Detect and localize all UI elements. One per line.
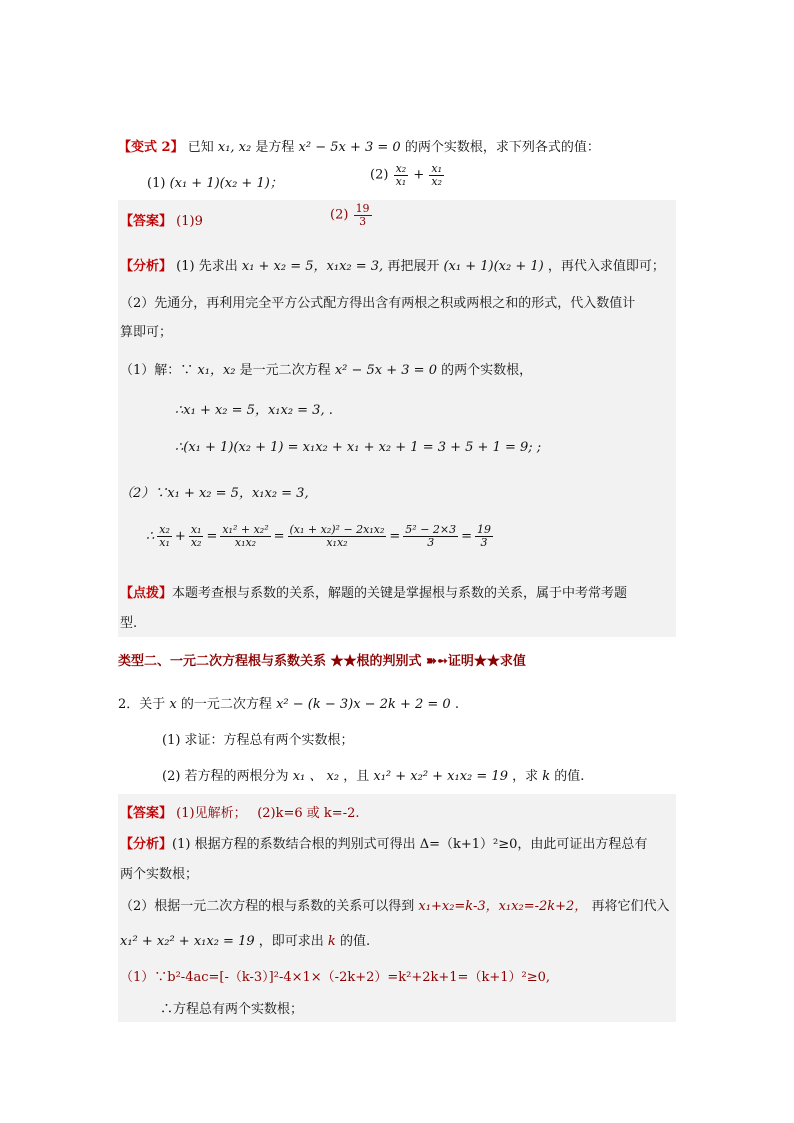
problem2-q2-a: (2) 若方程的两根分为 [162,769,289,784]
solution1-line5: ∴ $\frac{\text{x₂}}{\text{x₁}}$ + $\frac{\text{x₁}}{\text{x₂}}$ = $\frac{\text{x₁² + x₂²}}{\text{x₁x₂}}$ = $\frac{\text{(x₁ + x₂)² − 2x₁x₂}}{\text{x₁x₂}}$ = $\frac{\text{5² − 2×3}}{3}$ = $\frac{19}{3}$ [146,523,492,549]
s5-frac3: $\frac{\text{x₁² + x₂²}}{\text{x₁x₂}}$ [222,523,269,549]
variant2-stem [118,136,600,155]
problem2-stem-a: 2．关于 [118,697,166,712]
answer1-part2 [330,203,373,227]
analysis2-line2: 两个实数根； [120,867,199,882]
problem2-stem [118,693,459,712]
analysis2-line4-eq: x₁² + x₂² + x₁x₂ = 19 [120,934,255,949]
tip1-tag: 【点拨】 [120,586,173,601]
solution1-s1-eq: x² − 5x + 3 = 0 [334,363,437,378]
tip1-line1-text: 本题考查根与系数的关系，解题的关键是掌握根与系数的关系，属于中考常考题 [172,586,628,601]
solution1-line3: ∴(x₁ + 1)(x₂ + 1) = x₁x₂ + x₁ + x₂ + 1 = 3 + 5 + 1 = 9; ; [175,440,542,455]
q2-label: (2) [370,167,389,183]
answer1 [120,210,203,229]
q1-expr: (x₁ + 1)(x₂ + 1)； [169,176,283,191]
solution1-s1-c: 的两个实数根， [441,363,533,378]
problem2-stem-b: 的一元二次方程 [180,697,272,712]
therefore-sign: ∴ [146,528,155,544]
analysis1-tag: 【分析】 [120,259,173,274]
variant2-title: 【变式 2】 [118,140,184,155]
problem2-q2-vars: x₁ 、 x₂ [292,769,340,784]
problem2-q2-c: ，求 [512,769,539,784]
solution1-s1-math: x₁，x₂ [197,363,236,378]
solution1-line4: （2）∵x₁ + x₂ = 5，x₁x₂ = 3, [120,486,309,501]
tip1-line2: 型. [120,616,138,631]
analysis2-line3-math: x₁+x₂=k-3，x₁x₂=-2k+2， [418,899,588,914]
analysis1-line2: （2）先通分，再利用完全平方公式配方得出含有两根之积或两根之和的形式，代入数值计 [120,296,636,311]
problem2-q2-k: k [542,769,551,784]
s5-frac2: $\frac{\text{x₁}}{\text{x₂}}$ [190,523,202,549]
q1-label: (1) [147,176,166,191]
variant2-vars: x₁, x₂ [217,140,252,155]
s5-frac6: $\frac{19}{3}$ [477,523,492,549]
analysis1-line1 [120,255,665,274]
analysis2-tag: 【分析】 [120,837,173,852]
type2-heading: 类型二、一元二次方程根与系数关系 ★★根的判别式 ➽➻证明★★求值 [118,654,526,669]
analysis2-line4 [120,930,370,949]
q2-frac2: $\frac{\text{x₁}}{\text{x₂}}$ [431,162,442,188]
analysis2-line3-b: 再将它们代入 [591,899,670,914]
variant2-equation: x² − 5x + 3 = 0 [298,140,401,155]
analysis2-line3-a: （2）根据一元二次方程的根与系数的关系可以得到 [120,899,415,914]
problem2-eq: x² − (k − 3)x − 2k + 2 = 0 [276,697,451,712]
problem2-q2-eq: x₁² + x₂² + x₁x₂ = 19 [373,769,508,784]
tip1-line1 [120,582,627,601]
variant2-stem-b: 是方程 [255,140,295,155]
analysis1-line1-a: (1) 先求出 [176,259,238,274]
answer1-part2-label: (2) [330,207,349,223]
analysis1-line1-math1: x₁ + x₂ = 5，x₁x₂ = 3, [241,259,384,274]
analysis1-line1-b: 再把展开 [387,259,440,274]
problem2-q2 [162,765,584,784]
s5-frac1: $\frac{\text{x₂}}{\text{x₁}}$ [159,523,170,549]
solution2-line2: ∴方程总有两个实数根； [160,1002,304,1017]
answer1-part2-frac: $\frac{19}{3}$ [355,202,370,228]
variant2-q2 [370,163,445,187]
solution1-line1 [120,359,532,378]
s5-frac5: $\frac{\text{5² − 2×3}}{3}$ [405,523,457,549]
analysis1-line1-math2: (x₁ + 1)(x₂ + 1) [443,259,544,274]
solution2-line1: （1）∵b²-4ac=[-（k-3）]²-4×1×（-2k+2）=k²+2k+1=（k+1）²≥0, [120,970,551,985]
q2-frac1: $\frac{\text{x₂}}{\text{x₁}}$ [395,162,407,188]
analysis2-line1 [120,833,647,852]
analysis2-line4-k: k [327,934,336,949]
problem2-var: x [169,697,177,712]
answer2-text: (1)见解析； (2)k=6 或 k=-2. [176,806,360,821]
analysis2-line1-text: (1) 根据方程的系数结合根的判别式可得出 Δ=（k+1）²≥0，由此可证出方程总有 [172,837,648,852]
answer1-part1: (1)9 [176,214,203,229]
variant2-stem-c: 的两个实数根，求下列各式的值： [404,140,600,155]
variant2-q1 [147,172,283,191]
problem2-q2-b: ，且 [343,769,370,784]
solution1-s1-b: 是一元二次方程 [239,363,331,378]
analysis1-line3: 算即可； [120,325,173,340]
problem2-q1: (1) 求证：方程总有两个实数根； [162,733,354,748]
answer2 [120,802,360,821]
solution1-s1-a: （1）解：∵ [120,363,194,378]
problem2-stem-c: . [454,697,459,712]
solution1-line2: ∴x₁ + x₂ = 5，x₁x₂ = 3, . [175,403,333,418]
problem2-q2-d: 的值. [554,769,585,784]
analysis1-line1-c: ，再代入求值即可； [547,259,665,274]
variant2-stem-a: 已知 [187,140,214,155]
analysis2-line4-c: 的值. [339,934,371,949]
s5-frac4: $\frac{\text{(x₁ + x₂)² − 2x₁x₂}}{\text{x₁x₂}}$ [289,523,385,549]
answer1-tag: 【答案】 [120,214,173,229]
analysis2-line4-b: ，即可求出 [258,934,324,949]
analysis2-line3 [120,895,669,914]
answer2-tag: 【答案】 [120,806,173,821]
q2-plus: + [413,167,425,183]
